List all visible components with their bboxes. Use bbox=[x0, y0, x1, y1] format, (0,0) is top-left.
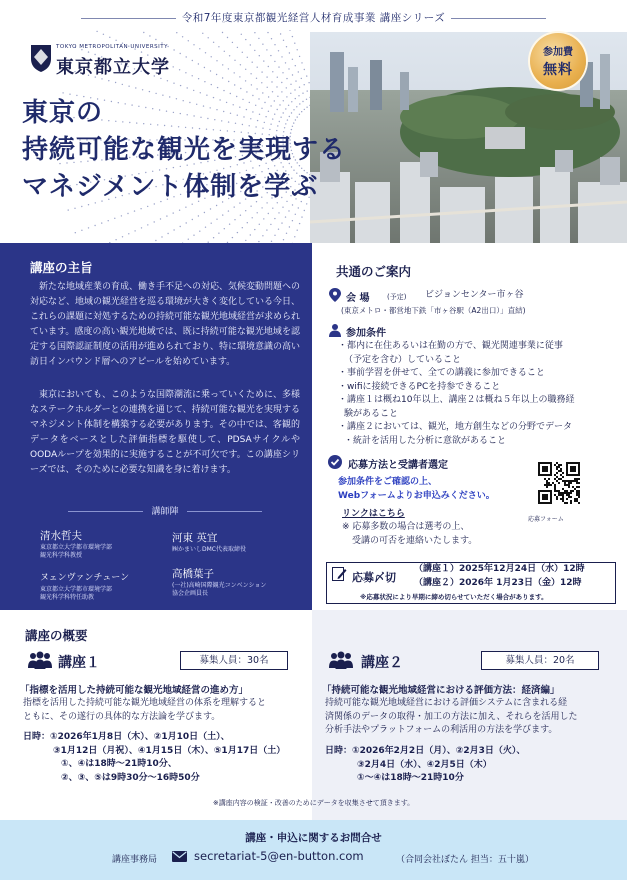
badge-line-2: 無料 bbox=[543, 62, 573, 78]
condition-line: ・事前学習を併せて、全ての講義に参加できること bbox=[338, 368, 545, 378]
apply-label: 応募方法と受講者選定 bbox=[348, 460, 448, 471]
deadline-course-2: （講座２）2026年 1月23日（金）12時 bbox=[414, 577, 582, 588]
apply-line-2: Webフォームよりお申込みください。 bbox=[338, 490, 495, 501]
course-2-description bbox=[325, 697, 578, 738]
venue-tentative: (予定) bbox=[387, 293, 407, 301]
contact-heading: 講座・申込に関するお問合せ bbox=[245, 832, 382, 844]
lecturer-name-3: ヌェンヴァンチューン bbox=[40, 573, 130, 583]
data-collection-note: ※講座内容の検証・改善のためにデータを収集させて頂きます。 bbox=[212, 799, 415, 807]
apply-link[interactable]: リンクはこちら bbox=[342, 509, 405, 519]
lecturer-name-2: 河東 英宜 bbox=[172, 532, 218, 544]
contact-email[interactable]: secretariat-5@en-button.com bbox=[194, 849, 364, 863]
venue-name: ビジョンセンター市ヶ谷 bbox=[425, 290, 524, 300]
lecturer-affiliation-2a: ㈱かまいしDMC代表取締役 bbox=[172, 546, 246, 553]
condition-line: 験があること bbox=[344, 408, 399, 419]
course-2-title: 「持続可能な観光地域経営における評価方法：経済編」 bbox=[322, 685, 560, 696]
conditions-list bbox=[338, 340, 574, 448]
selection-note-line-2: 受講の可否を連絡いたします。 bbox=[352, 535, 478, 546]
common-info-heading: 共通のご案内 bbox=[336, 264, 412, 279]
apply-instructions bbox=[338, 476, 495, 503]
course-2-number: 講座２ bbox=[361, 655, 403, 671]
course-1-description bbox=[23, 697, 266, 724]
purpose-heading: 講座の主旨 bbox=[30, 260, 93, 275]
condition-line: （予定を含む）していること bbox=[344, 354, 462, 365]
deadline-dates bbox=[414, 563, 585, 590]
series-banner: 令和7年度東京都観光経営人材育成事業 講座シリーズ bbox=[0, 10, 627, 25]
qr-code[interactable] bbox=[538, 462, 580, 504]
lecturer-affiliation-1a: 東京都立大学都市環境学部 bbox=[40, 544, 113, 551]
people-group-icon bbox=[27, 650, 53, 670]
deadline-label: 応募〆切 bbox=[352, 571, 396, 584]
contact-company: （合同会社ぼたん 担当：五十嵐） bbox=[396, 855, 534, 865]
overview-heading: 講座の概要 bbox=[25, 628, 88, 643]
course-1-date-line: ②、③、⑤は9時30分～16時50分 bbox=[61, 772, 200, 783]
lecturer-affiliation-3a: 東京都立大学都市環境学部 bbox=[40, 586, 113, 593]
title-line-1: 東京の bbox=[22, 98, 104, 128]
lecturer-affiliation-3b: 観光科学科特任助教 bbox=[40, 594, 95, 601]
lecturer-name-4: 高橋葉子 bbox=[172, 568, 214, 580]
condition-line: ・統計を活用した分析に意欲があること bbox=[344, 435, 507, 446]
course-1-desc-line: ともに、その遂行の具体的な方法論を学びます。 bbox=[23, 711, 221, 722]
lecturer-name-1: 清水哲夫 bbox=[40, 530, 82, 542]
lecturer-affiliation-4a: (一社)高崎国際観光コンベンション bbox=[172, 582, 267, 589]
selection-note-line-1: ※ 応募多数の場合は選考の上、 bbox=[342, 522, 470, 532]
mail-icon bbox=[172, 851, 187, 862]
title-line-2: 持続可能な観光を実現する bbox=[22, 135, 347, 165]
condition-line: ・講座２においては、観光，地方創生などの分野でデータ bbox=[338, 422, 573, 432]
title-line-3: マネジメント体制を学ぶ bbox=[22, 172, 319, 202]
course-2-desc-line: 持続可能な観光地域経営における評価システムに含まれる経 bbox=[325, 698, 568, 708]
purpose-paragraph-2: 東京においても、このような国際潮流に乗っていくために、多様なステークホルダーとの連携を通じて、持続可能な観光を実現するマネジメント体制を構築する必要があります。その中では、客観的データをベースとした評価指標を駆使して、PDSAサイクルやOODAループを効果的に実施することが不可欠です。この講座シリーズでは、そのために必要な知識を身に着けます。 bbox=[30, 390, 301, 475]
condition-line: ・講座１は概ね10年以上、講座２は概ね５年以上の職務経 bbox=[338, 395, 575, 405]
lecturer-affiliation-1b: 観光科学科教授 bbox=[40, 552, 83, 559]
course-1-date-line: ①、④は18時～21時10分、 bbox=[61, 759, 177, 769]
venue-access: (東京メトロ・都営地下鉄「市ヶ谷駅（A2出口）」直結) bbox=[341, 306, 526, 315]
course-1-title: 「指標を活用した持続可能な観光地域経営の進め方」 bbox=[20, 685, 249, 696]
venue-label: 会 場 bbox=[346, 293, 370, 304]
course-2-date-line: ③2月4日（水）、④2月5日（木） bbox=[357, 759, 492, 770]
course-2-desc-line: 済関係のデータの取得・加工の方法に加え、それらを活用した bbox=[325, 711, 578, 722]
people-group-icon bbox=[328, 650, 354, 670]
course-2-dates bbox=[325, 745, 525, 786]
apply-line-1: 参加条件をご確認の上、 bbox=[338, 477, 438, 487]
purpose-paragraph-1: 新たな地域産業の育成、働き手不足への対応、気候変動問題への対応など、地域の観光経営を巡る環境が大きく変化している今日、これらの課題に対処するための持続可能な観光地域経営が求められています。感度の高い観光地域では、既に持続可能な観光地域を認定する国際認証制度の活用が進められており、特に環境意識の高い訪日インバウンド層へのアピールを始めています。 bbox=[30, 282, 301, 367]
selection-note bbox=[342, 521, 477, 548]
pencil-icon bbox=[332, 567, 347, 582]
free-admission-badge bbox=[530, 33, 586, 89]
course-1-date-line: 日時：①2026年1月8日（木）、②1月10日（土）、 bbox=[23, 732, 230, 742]
office-label: 講座事務局 bbox=[112, 855, 158, 865]
course-2-date-line: ①～④は18時～21時10分 bbox=[357, 773, 464, 783]
condition-line: ・wifiに接続できるPCを持参できること bbox=[338, 381, 501, 392]
logo-name: 東京都立大学 bbox=[56, 57, 170, 78]
check-circle-icon bbox=[328, 455, 342, 469]
deadline-note: ※応募状況により早期に締め切らせていただく場合があります。 bbox=[360, 593, 548, 601]
course-2-desc-line: 分析手法やプラットフォームの利活用の方法を学びます。 bbox=[325, 725, 558, 735]
condition-line: ・都内に在住あるいは在勤の方で、観光関連事業に従事 bbox=[338, 341, 563, 351]
logo-subtitle: TOKYO METROPOLITAN UNIVERSITY bbox=[56, 44, 169, 50]
course-1-number: 講座１ bbox=[58, 655, 100, 671]
conditions-label: 参加条件 bbox=[346, 328, 386, 339]
location-pin-icon bbox=[328, 288, 342, 302]
badge-line-1: 参加費 bbox=[543, 47, 573, 58]
lecturers-heading: 講師陣 bbox=[30, 504, 300, 517]
participants-icon bbox=[328, 323, 342, 337]
deadline-course-1: （講座１）2025年12月24日（水）12時 bbox=[414, 564, 585, 574]
course-1-desc-line: 指標を活用した持続可能な観光地域経営の体系を理解すると bbox=[23, 698, 267, 708]
qr-label: 応募フォーム bbox=[528, 516, 564, 523]
course-1-dates bbox=[23, 731, 285, 785]
course-2-date-line: 日時：①2026年2月2日（月）、②2月3日（火）、 bbox=[325, 746, 526, 756]
course-1-date-line: ③1月12日（月祝）、④1月15日（木）、⑤1月17日（土） bbox=[53, 745, 286, 756]
university-emblem-icon bbox=[30, 43, 52, 73]
course-2-capacity: 募集人員：20名 bbox=[481, 651, 599, 670]
page-title bbox=[22, 95, 346, 206]
course-1-capacity: 募集人員：30名 bbox=[180, 651, 288, 670]
lecturer-affiliation-4b: 協会企画員長 bbox=[172, 590, 209, 597]
